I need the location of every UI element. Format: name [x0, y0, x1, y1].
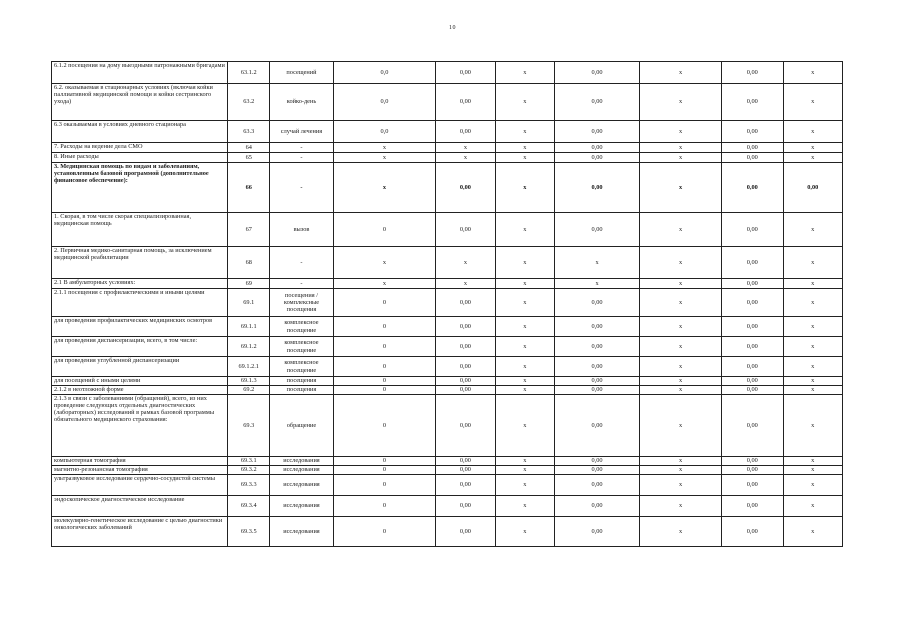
table-row [52, 279, 843, 289]
cell-amount-1: 0,00 [555, 143, 640, 153]
cell-amount-2: х [640, 279, 722, 289]
cell-row-code: 63.1.2 [228, 62, 270, 84]
cell-amount-4: х [783, 377, 843, 386]
cell-row-code: 69.1.2 [228, 337, 270, 357]
cell-amount-4: х [783, 84, 843, 121]
cell-volume: 0 [333, 337, 435, 357]
cell-amount-2: х [640, 163, 722, 213]
cell-amount-4: х [783, 496, 843, 517]
cell-volume: 0 [333, 213, 435, 247]
cell-cost-per-unit: х [495, 84, 554, 121]
cell-amount-3: 0,00 [722, 496, 783, 517]
cell-norm: 0,00 [436, 62, 495, 84]
cell-amount-4: х [783, 121, 843, 143]
cell-amount-3: 0,00 [722, 143, 783, 153]
cell-row-name: 1. Скорая, в том числе скорая специализированная, медицинская помощь [52, 213, 228, 247]
cell-amount-2: х [640, 247, 722, 279]
cell-amount-4: х [783, 337, 843, 357]
cell-row-code: 69.3.4 [228, 496, 270, 517]
cell-amount-2: х [640, 395, 722, 457]
cell-amount-2: х [640, 386, 722, 395]
cell-cost-per-unit: х [495, 377, 554, 386]
cell-row-code: 69.3 [228, 395, 270, 457]
cell-unit: исследования [270, 496, 334, 517]
cell-unit: - [270, 247, 334, 279]
cell-cost-per-unit: х [495, 337, 554, 357]
cell-unit: комплексное посещение [270, 337, 334, 357]
cell-amount-3: 0,00 [722, 84, 783, 121]
cell-cost-per-unit: х [495, 475, 554, 496]
cell-cost-per-unit: х [495, 357, 554, 377]
cell-row-name: для проведения профилактических медицинских осмотров [52, 317, 228, 337]
cell-amount-2: х [640, 496, 722, 517]
cell-amount-4: 0,00 [783, 163, 843, 213]
cell-cost-per-unit: х [495, 466, 554, 475]
table-row [52, 121, 843, 143]
cell-cost-per-unit: х [495, 457, 554, 466]
cell-row-name: магнитно-резонансная томография [52, 466, 228, 475]
cell-amount-2: х [640, 213, 722, 247]
cell-cost-per-unit: х [495, 279, 554, 289]
cell-row-code: 69.3.1 [228, 457, 270, 466]
cell-amount-3: 0,00 [722, 457, 783, 466]
cell-amount-1: 0,00 [555, 289, 640, 317]
table-row [52, 475, 843, 496]
cell-amount-4: х [783, 289, 843, 317]
table-row [52, 84, 843, 121]
cell-unit: вызов [270, 213, 334, 247]
cell-row-name: ультразвуковое исследование сердечно-сосудистой системы [52, 475, 228, 496]
cell-amount-4: х [783, 247, 843, 279]
table-row [52, 457, 843, 466]
table-row [52, 496, 843, 517]
cell-amount-1: 0,00 [555, 213, 640, 247]
cell-cost-per-unit: х [495, 213, 554, 247]
cell-amount-3: 0,00 [722, 317, 783, 337]
cell-amount-4: х [783, 466, 843, 475]
cell-amount-4: х [783, 62, 843, 84]
cell-row-code: 69.3.2 [228, 466, 270, 475]
cell-amount-1: 0,00 [555, 357, 640, 377]
cell-amount-4: х [783, 357, 843, 377]
cell-amount-3: 0,00 [722, 62, 783, 84]
cell-amount-1: 0,00 [555, 517, 640, 547]
cell-cost-per-unit: х [495, 163, 554, 213]
cell-volume: 0 [333, 475, 435, 496]
cell-amount-3: 0,00 [722, 213, 783, 247]
cell-volume: 0 [333, 395, 435, 457]
cell-cost-per-unit: х [495, 247, 554, 279]
cell-norm: 0,00 [436, 386, 495, 395]
cell-amount-1: 0,00 [555, 386, 640, 395]
cell-unit: - [270, 279, 334, 289]
cell-row-name: 3. Медицинская помощь по видам и заболеваниям, установленным базовой программой (дополнительное финансовое обеспечение): [52, 163, 228, 213]
cell-unit: посещения [270, 386, 334, 395]
cell-amount-1: 0,00 [555, 457, 640, 466]
cell-amount-2: х [640, 121, 722, 143]
cell-amount-3: 0,00 [722, 395, 783, 457]
table-row [52, 337, 843, 357]
cell-norm: 0,00 [436, 337, 495, 357]
cell-amount-3: 0,00 [722, 163, 783, 213]
cell-row-name: 6.3 оказываемая в условиях дневного стационара [52, 121, 228, 143]
cell-amount-2: х [640, 457, 722, 466]
cell-unit: исследования [270, 517, 334, 547]
cell-amount-4: х [783, 279, 843, 289]
cell-unit: обращение [270, 395, 334, 457]
cell-amount-3: 0,00 [722, 386, 783, 395]
table-row [52, 395, 843, 457]
cell-cost-per-unit: х [495, 62, 554, 84]
table-row [52, 466, 843, 475]
cell-row-name: 2.1.3 в связи с заболеваниями (обращений), всего, из них проведение следующих отдельных диагностических (лабораторных) исследований в рамках базовой программы обязательного медицинского страхования: [52, 395, 228, 457]
table-row [52, 517, 843, 547]
cell-row-code: 63.2 [228, 84, 270, 121]
cell-volume: х [333, 279, 435, 289]
cell-norm: 0,00 [436, 457, 495, 466]
cell-row-code: 69.3.5 [228, 517, 270, 547]
cell-norm: 0,00 [436, 121, 495, 143]
cell-row-code: 66 [228, 163, 270, 213]
cell-amount-4: х [783, 386, 843, 395]
cell-amount-2: х [640, 377, 722, 386]
cell-unit: исследования [270, 457, 334, 466]
cell-norm: 0,00 [436, 357, 495, 377]
table-row [52, 143, 843, 153]
cell-amount-2: х [640, 143, 722, 153]
table-row [52, 62, 843, 84]
cell-unit: исследования [270, 466, 334, 475]
page-number: 10 [449, 25, 456, 31]
cell-row-name: 2. Первичная медико-санитарная помощь, за исключением медицинской реабилитации [52, 247, 228, 279]
cell-amount-3: 0,00 [722, 357, 783, 377]
cell-row-code: 65 [228, 153, 270, 163]
cell-row-name: 2.1.1 посещения с профилактическими и иными целями [52, 289, 228, 317]
cell-volume: 0 [333, 386, 435, 395]
cell-norm: 0,00 [436, 377, 495, 386]
table-row [52, 153, 843, 163]
cell-amount-2: х [640, 153, 722, 163]
cell-cost-per-unit: х [495, 143, 554, 153]
cell-cost-per-unit: х [495, 317, 554, 337]
cell-amount-4: х [783, 395, 843, 457]
cell-amount-1: 0,00 [555, 475, 640, 496]
cell-volume: х [333, 247, 435, 279]
cell-norm: 0,00 [436, 395, 495, 457]
cell-amount-2: х [640, 84, 722, 121]
cell-volume: 0 [333, 457, 435, 466]
cell-volume: 0,0 [333, 84, 435, 121]
cell-row-name: 2.1.2 в неотложной форме [52, 386, 228, 395]
cell-row-code: 69 [228, 279, 270, 289]
cell-volume: 0 [333, 317, 435, 337]
cell-amount-1: х [555, 279, 640, 289]
cell-amount-3: 0,00 [722, 466, 783, 475]
cell-row-code: 67 [228, 213, 270, 247]
cell-amount-2: х [640, 317, 722, 337]
cell-unit: - [270, 153, 334, 163]
cell-norm: х [436, 279, 495, 289]
cell-row-code: 69.1 [228, 289, 270, 317]
cell-amount-1: 0,00 [555, 337, 640, 357]
cell-volume: х [333, 143, 435, 153]
cell-volume: 0 [333, 496, 435, 517]
cell-unit: комплексное посещение [270, 317, 334, 337]
cell-amount-4: х [783, 517, 843, 547]
cell-amount-1: 0,00 [555, 496, 640, 517]
cell-amount-2: х [640, 517, 722, 547]
cell-amount-3: 0,00 [722, 475, 783, 496]
cell-cost-per-unit: х [495, 289, 554, 317]
table-row [52, 247, 843, 279]
cell-row-code: 69.1.2.1 [228, 357, 270, 377]
cell-amount-2: х [640, 337, 722, 357]
cell-row-name: 8. Иные расходы [52, 153, 228, 163]
cell-amount-3: 0,00 [722, 517, 783, 547]
cell-volume: 0 [333, 289, 435, 317]
cell-unit: случай лечения [270, 121, 334, 143]
cell-norm: 0,00 [436, 475, 495, 496]
cell-cost-per-unit: х [495, 386, 554, 395]
cell-amount-1: 0,00 [555, 466, 640, 475]
cell-row-name: 6.1.2 посещения на дому выездными патронажными бригадами [52, 62, 228, 84]
cell-amount-3: 0,00 [722, 377, 783, 386]
cell-amount-3: 0,00 [722, 279, 783, 289]
cell-volume: 0 [333, 357, 435, 377]
cell-row-code: 69.1.1 [228, 317, 270, 337]
cell-row-code: 69.3.3 [228, 475, 270, 496]
cell-norm: 0,00 [436, 317, 495, 337]
cell-norm: 0,00 [436, 289, 495, 317]
cell-norm: 0,00 [436, 466, 495, 475]
cell-norm: 0,00 [436, 163, 495, 213]
cell-amount-1: 0,00 [555, 62, 640, 84]
cell-row-code: 68 [228, 247, 270, 279]
cell-amount-4: х [783, 317, 843, 337]
cell-amount-1: 0,00 [555, 153, 640, 163]
cell-norm: х [436, 153, 495, 163]
cell-amount-3: 0,00 [722, 337, 783, 357]
cell-amount-4: х [783, 457, 843, 466]
cell-row-name: для посещений с иными целями [52, 377, 228, 386]
table-row [52, 163, 843, 213]
table-row [52, 386, 843, 395]
cell-amount-1: 0,00 [555, 377, 640, 386]
table-row [52, 289, 843, 317]
table-row [52, 317, 843, 337]
cell-row-name: 7. Расходы на ведение дела СМО [52, 143, 228, 153]
cell-unit: - [270, 143, 334, 153]
cell-amount-4: х [783, 153, 843, 163]
cell-cost-per-unit: х [495, 153, 554, 163]
cell-unit: посещения [270, 377, 334, 386]
cell-amount-3: 0,00 [722, 247, 783, 279]
cell-row-name: эндоскопическое диагностическое исследование [52, 496, 228, 517]
cell-amount-3: 0,00 [722, 153, 783, 163]
cell-amount-2: х [640, 289, 722, 317]
cell-row-name: молекулярно-генетическое исследование с целью диагностики онкологических заболеваний [52, 517, 228, 547]
cell-cost-per-unit: х [495, 496, 554, 517]
cell-row-name: для проведения углубленной диспансеризации [52, 357, 228, 377]
cell-unit: посещений [270, 62, 334, 84]
cell-amount-3: 0,00 [722, 289, 783, 317]
table-row [52, 213, 843, 247]
cell-amount-1: 0,00 [555, 163, 640, 213]
cell-volume: 0,0 [333, 62, 435, 84]
table-body [52, 62, 843, 547]
cell-unit: комплексное посещение [270, 357, 334, 377]
cell-amount-1: 0,00 [555, 395, 640, 457]
cell-amount-2: х [640, 357, 722, 377]
cell-amount-2: х [640, 475, 722, 496]
cell-volume: 0,0 [333, 121, 435, 143]
cell-unit: - [270, 163, 334, 213]
cell-amount-4: х [783, 213, 843, 247]
cell-amount-2: х [640, 466, 722, 475]
cell-volume: х [333, 153, 435, 163]
cell-amount-2: х [640, 62, 722, 84]
cell-norm: 0,00 [436, 84, 495, 121]
cell-amount-1: 0,00 [555, 121, 640, 143]
cell-row-name: компьютерная томография [52, 457, 228, 466]
cell-amount-3: 0,00 [722, 121, 783, 143]
cell-norm: х [436, 247, 495, 279]
cell-amount-4: х [783, 143, 843, 153]
cell-cost-per-unit: х [495, 395, 554, 457]
cell-norm: 0,00 [436, 496, 495, 517]
cell-unit: койко-день [270, 84, 334, 121]
cell-amount-1: х [555, 247, 640, 279]
cell-row-code: 64 [228, 143, 270, 153]
cell-volume: х [333, 163, 435, 213]
cell-amount-4: х [783, 475, 843, 496]
cell-cost-per-unit: х [495, 517, 554, 547]
cell-row-code: 63.3 [228, 121, 270, 143]
cell-volume: 0 [333, 377, 435, 386]
cell-cost-per-unit: х [495, 121, 554, 143]
cell-row-code: 69.1.3 [228, 377, 270, 386]
cell-norm: 0,00 [436, 517, 495, 547]
cell-row-name: 2.1 В амбулаторных условиях: [52, 279, 228, 289]
cell-amount-1: 0,00 [555, 84, 640, 121]
cell-row-name: 6.2. оказываемая в стационарных условиях (включая койки паллиативной медицинской помощи и койки сестринского ухода) [52, 84, 228, 121]
cell-unit: исследования [270, 475, 334, 496]
cell-norm: х [436, 143, 495, 153]
cell-unit: посещения / комплексные посещения [270, 289, 334, 317]
cell-amount-1: 0,00 [555, 317, 640, 337]
financing-table [51, 61, 843, 547]
cell-volume: 0 [333, 517, 435, 547]
cell-row-name: для проведения диспансеризации, всего, в том числе: [52, 337, 228, 357]
cell-row-code: 69.2 [228, 386, 270, 395]
cell-volume: 0 [333, 466, 435, 475]
table-row [52, 357, 843, 377]
cell-norm: 0,00 [436, 213, 495, 247]
table-row [52, 377, 843, 386]
